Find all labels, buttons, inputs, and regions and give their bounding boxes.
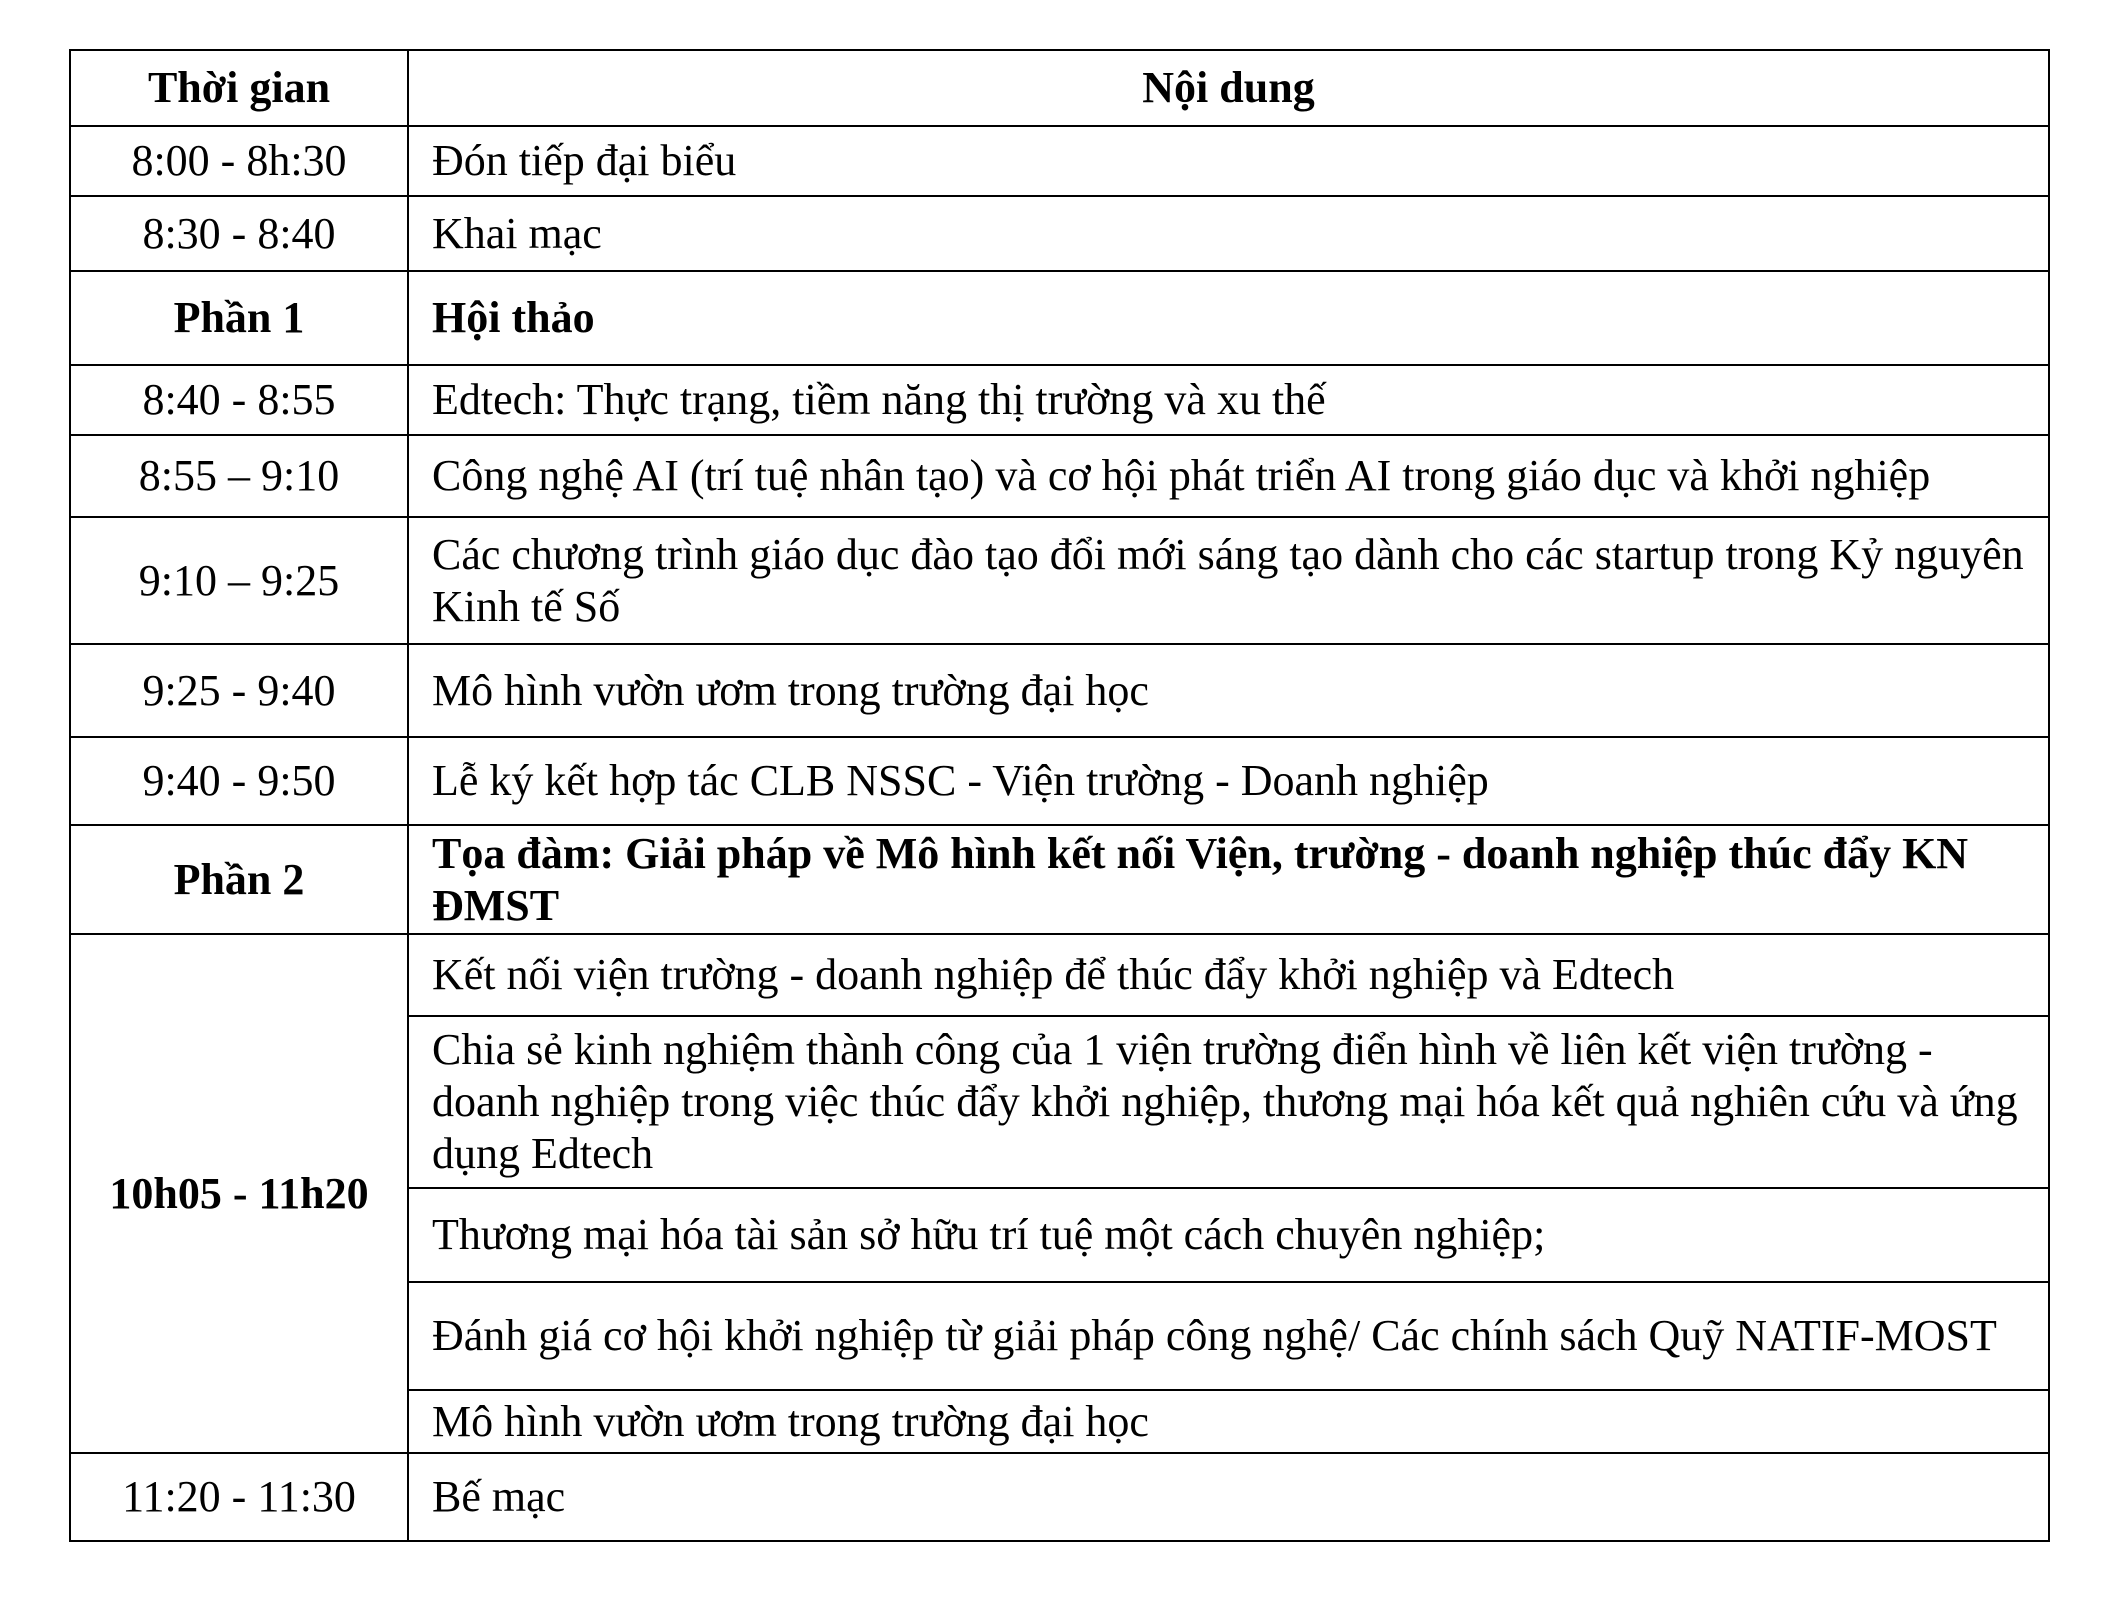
row-content: Mô hình vườn ươm trong trường đại học — [408, 644, 2049, 737]
agenda-table — [69, 49, 2050, 1542]
table-row — [70, 196, 2049, 271]
row-content: Mô hình vườn ươm trong trường đại học — [408, 1390, 2049, 1453]
table-row — [70, 644, 2049, 737]
row-time: 10h05 - 11h20 — [70, 934, 408, 1453]
row-content: Bế mạc — [408, 1453, 2049, 1541]
section-title: Tọa đàm: Giải pháp về Mô hình kết nối Viện, trường - doanh nghiệp thúc đẩy KN ĐMST — [408, 825, 2049, 934]
row-content: Khai mạc — [408, 196, 2049, 271]
row-time: 8:30 - 8:40 — [70, 196, 408, 271]
row-content: Đánh giá cơ hội khởi nghiệp từ giải pháp công nghệ/ Các chính sách Quỹ NATIF-MOST — [408, 1282, 2049, 1390]
row-time: 11:20 - 11:30 — [70, 1453, 408, 1541]
table-row — [70, 737, 2049, 825]
row-time: 9:25 - 9:40 — [70, 644, 408, 737]
header-content: Nội dung — [408, 50, 2049, 126]
section-row — [70, 825, 2049, 934]
row-content: Kết nối viện trường - doanh nghiệp để thúc đẩy khởi nghiệp và Edtech — [408, 934, 2049, 1016]
row-content: Các chương trình giáo dục đào tạo đổi mới sáng tạo dành cho các startup trong Kỷ nguyên Kinh tế Số — [408, 517, 2049, 644]
row-time: 9:40 - 9:50 — [70, 737, 408, 825]
table-row — [70, 934, 2049, 1016]
table-row — [70, 1453, 2049, 1541]
row-content: Thương mại hóa tài sản sở hữu trí tuệ một cách chuyên nghiệp; — [408, 1188, 2049, 1282]
section-label: Phần 2 — [70, 825, 408, 934]
table-header-row — [70, 50, 2049, 126]
row-content: Edtech: Thực trạng, tiềm năng thị trường và xu thế — [408, 365, 2049, 435]
row-time: 8:55 – 9:10 — [70, 435, 408, 517]
table-row — [70, 365, 2049, 435]
row-content: Lễ ký kết hợp tác CLB NSSC - Viện trường - Doanh nghiệp — [408, 737, 2049, 825]
section-row — [70, 271, 2049, 365]
section-label: Phần 1 — [70, 271, 408, 365]
row-time: 8:40 - 8:55 — [70, 365, 408, 435]
row-content: Chia sẻ kinh nghiệm thành công của 1 viện trường điển hình về liên kết viện trường - doanh nghiệp trong việc thúc đẩy khởi nghiệp, thương mại hóa kết quả nghiên cứu và ứng dụng Edtech — [408, 1016, 2049, 1188]
table-row — [70, 517, 2049, 644]
row-content: Công nghệ AI (trí tuệ nhân tạo) và cơ hội phát triển AI trong giáo dục và khởi nghiệp — [408, 435, 2049, 517]
row-time: 8:00 - 8h:30 — [70, 126, 408, 196]
section-title: Hội thảo — [408, 271, 2049, 365]
header-time: Thời gian — [70, 50, 408, 126]
table-row — [70, 435, 2049, 517]
row-time: 9:10 – 9:25 — [70, 517, 408, 644]
table-row — [70, 126, 2049, 196]
row-content: Đón tiếp đại biểu — [408, 126, 2049, 196]
